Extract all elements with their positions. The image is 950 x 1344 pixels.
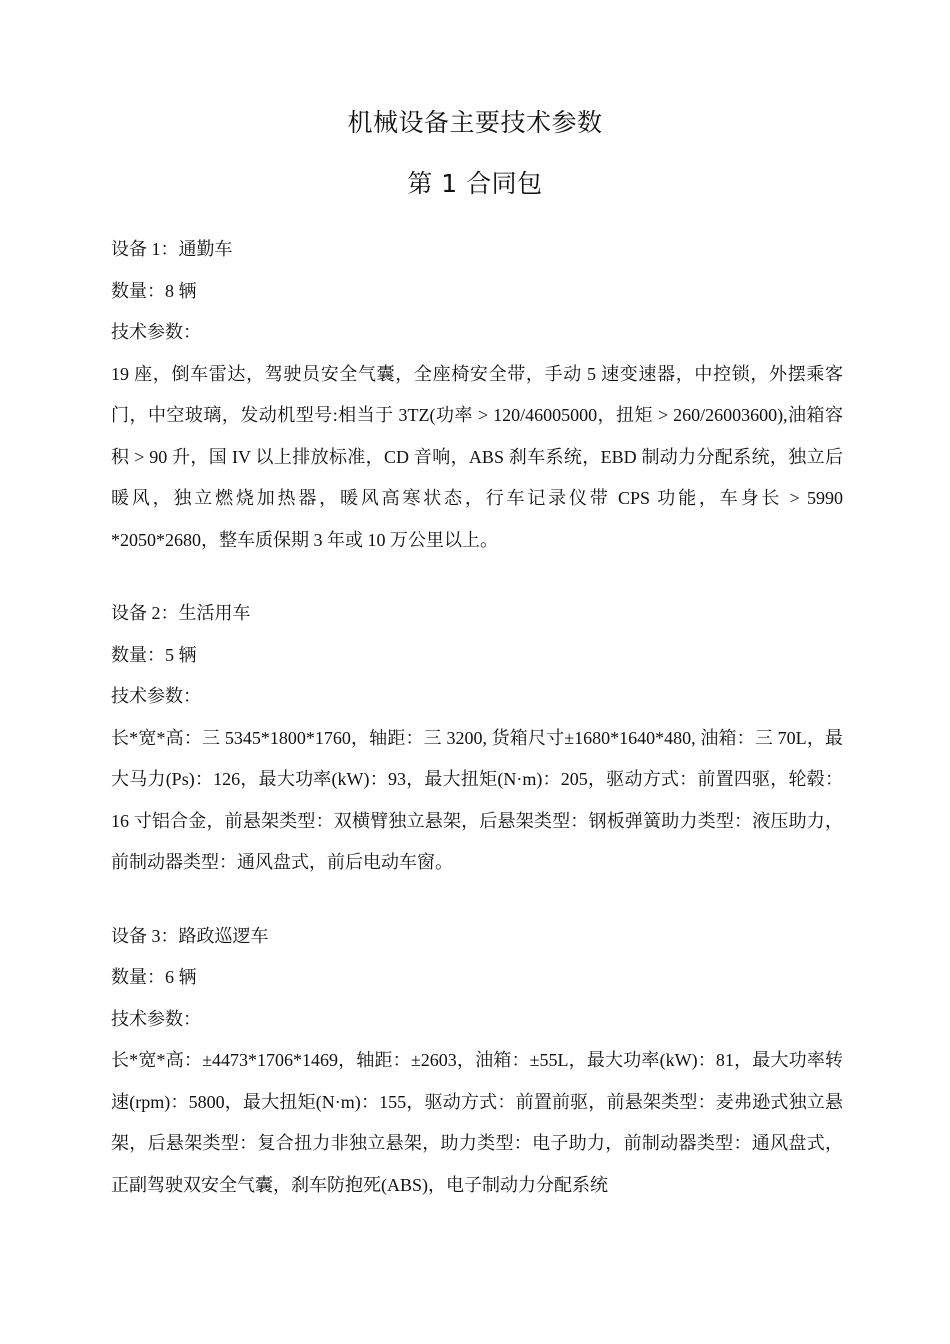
device-name: 生活用车 [178,603,251,623]
params-label: 技术参数： [111,322,201,342]
device-label: 设备 1： [111,239,179,259]
quantity-label: 数量： [111,280,165,301]
document-title: 机械设备主要技术参数 [347,108,603,137]
contract-package-heading: 第 1 合同包 [407,169,543,198]
quantity-line [111,271,843,313]
device-label: 设备 3： [111,925,179,946]
params-text: 19 座，倒车雷达，驾驶员安全气囊，全座椅安全带，手动 5 速变速器，中控锁，外摆乘客门，中空玻璃，发动机型号:相当于 3TZ(功率 > 120/46005000，扭矩 > 260/26003600),油箱容积 > 90 升，国 IV 以上排放标准，CD 音响，ABS 刹车系统，EBD 制动力分配系统，独立后暖风，独立燃烧加热器，暖风高寒状态，行车记录仪带 CPS 功能，车身长 > 5990 *2050*2680，整车质保期 3 年或 10 万公里以上。 [111,363,843,550]
device-line [111,916,843,958]
equipment-section-2 [111,593,843,884]
params-text: 长*宽*高：±4473*1706*1469，轴距：±2603，油箱：±55L，最大功率(kW)：81，最大功率转速(rpm)：5800，最大扭矩(N·m)：155，驱动方式：前置前驱，前悬架类型：麦弗逊式独立悬架，后悬架类型：复合扭力非独立悬架，助力类型：电子助力，前制动器类型：通风盘式，正副驾驶双安全气囊，刹车防抱死(ABS)，电子制动力分配系统 [111,1050,843,1195]
section-spacer [111,561,843,593]
device-label: 设备 2： [111,603,179,623]
quantity-value: 6 辆 [165,967,197,987]
quantity-line [111,635,843,677]
document-body [111,229,843,1206]
quantity-label: 数量： [111,967,165,987]
quantity-value: 8 辆 [165,280,197,301]
params-label: 技术参数： [111,1008,201,1029]
quantity-line [111,957,843,999]
device-line [111,593,843,635]
equipment-section-3 [111,916,843,1207]
params-label: 技术参数： [111,686,201,706]
equipment-section-1 [111,229,843,561]
quantity-label: 数量： [111,644,165,665]
section-spacer [111,884,843,916]
device-name: 通勤车 [178,239,233,259]
params-text: 长*宽*高：三 5345*1800*1760，轴距：三 3200, 货箱尺寸±1680*1640*480, 油箱：三 70L，最大马力(Ps)：126，最大功率(kW)：93，最大扭矩(N·m)：205，驱动方式：前置四驱，轮毂：16 寸铝合金，前悬架类型：双横臂独立悬架，后悬架类型：钢板弹簧助力类型：液压助力，前制动器类型：通风盘式，前后电动车窗。 [111,727,843,872]
device-line [111,229,843,271]
device-name: 路政巡逻车 [178,925,269,946]
quantity-value: 5 辆 [165,644,197,665]
